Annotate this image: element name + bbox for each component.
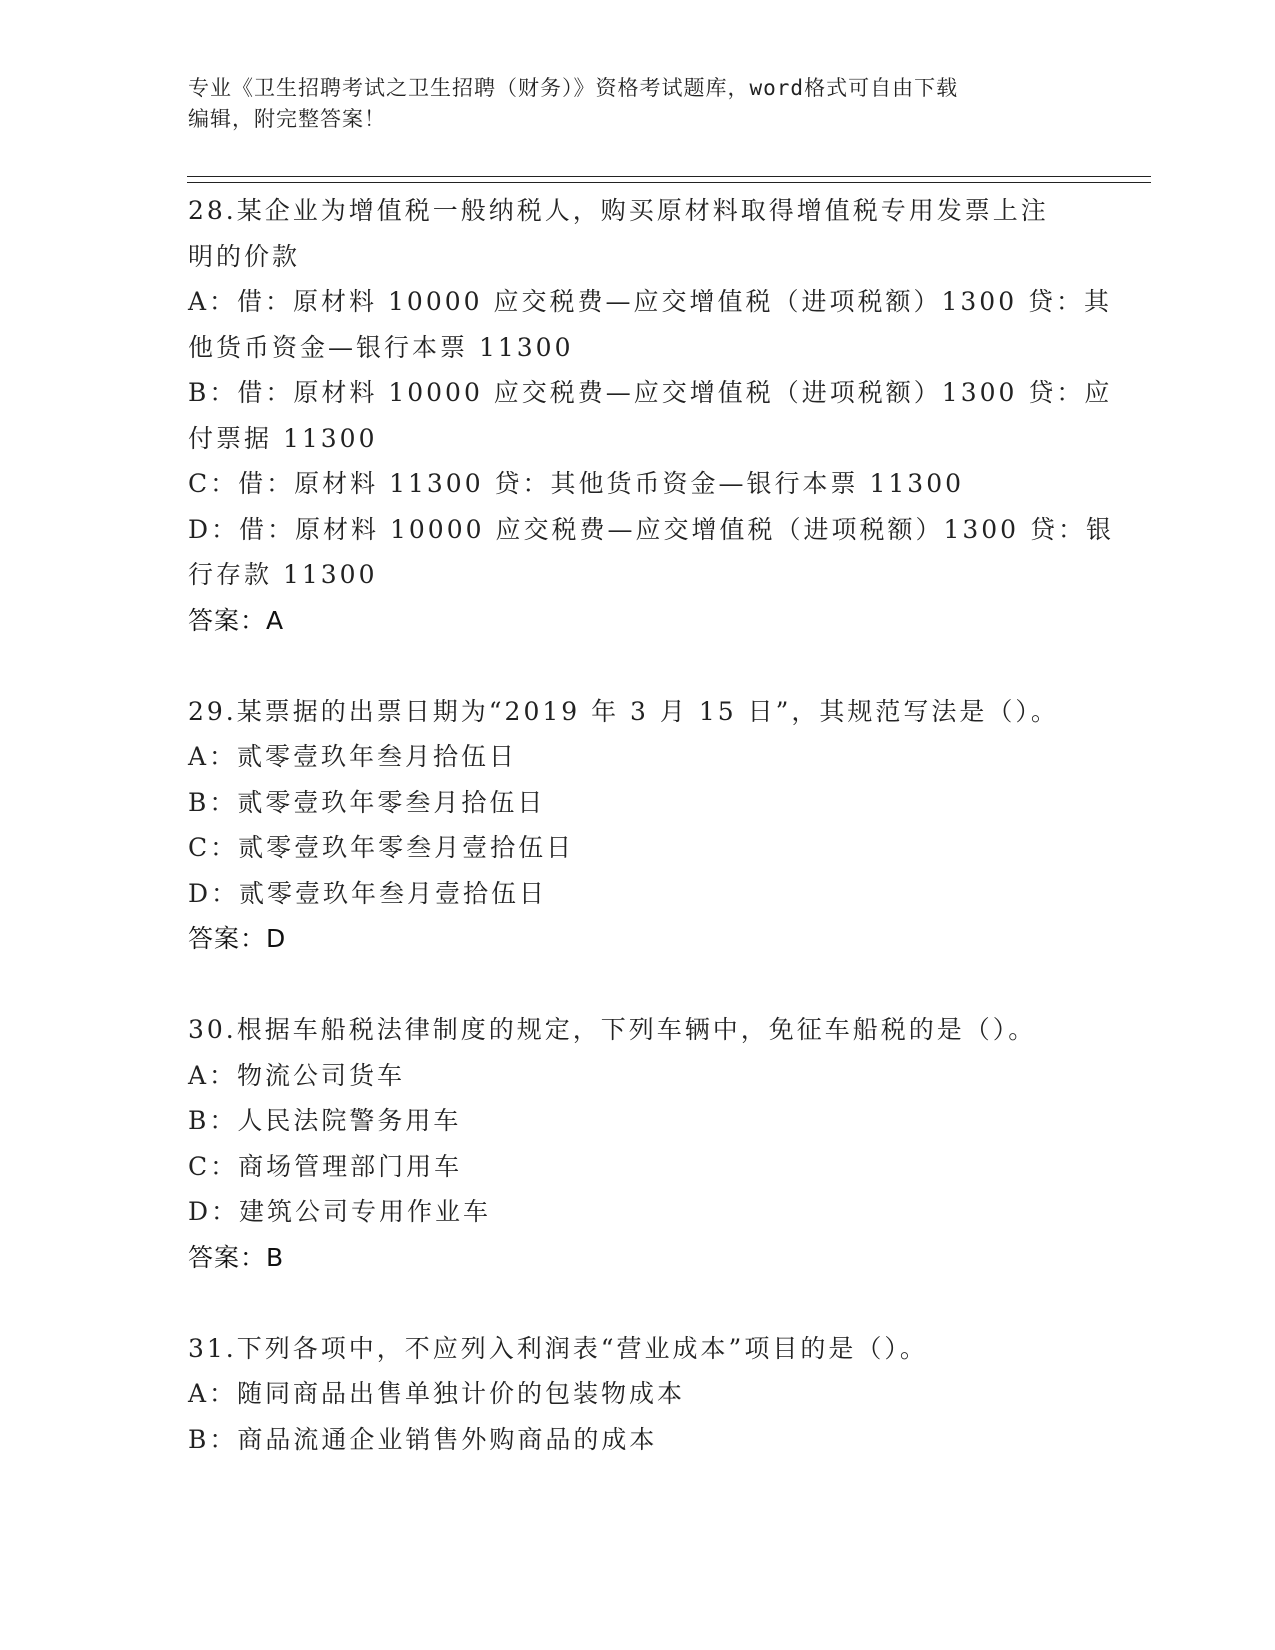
- question-spacer: [188, 1280, 1088, 1326]
- question-29: [188, 689, 1088, 962]
- question-stem: 28.某企业为增值税一般纳税人，购买原材料取得增值税专用发票上注: [188, 196, 1049, 225]
- option-b: B：人民法院警务用车: [188, 1106, 462, 1135]
- option-a: A：贰零壹玖年叁月拾伍日: [188, 742, 518, 771]
- question-28: [188, 188, 1115, 643]
- option-a: A：随同商品出售单独计价的包装物成本: [188, 1379, 686, 1408]
- question-31: [188, 1326, 1088, 1463]
- header-divider-bottom: [187, 182, 1151, 183]
- header-divider-top: [187, 176, 1151, 177]
- document-header: [188, 73, 1088, 135]
- option-c: C：贰零壹玖年零叁月壹拾伍日: [188, 833, 575, 862]
- option-c: C：商场管理部门用车: [188, 1151, 463, 1181]
- option-d: D：贰零壹玖年叁月壹拾伍日: [188, 878, 548, 908]
- question-spacer: [188, 962, 1088, 1008]
- question-stem: 明的价款: [188, 241, 301, 271]
- option-b: B：商品流通企业销售外购商品的成本: [188, 1424, 658, 1454]
- option-d: D：建筑公司专用作业车: [188, 1197, 492, 1226]
- answer-text: 答案：A: [188, 605, 285, 635]
- question-spacer: [188, 643, 1088, 689]
- option-d: D：借：原材料 10000 应交税费—应交增值税（进项税额）1300 贷：银: [188, 514, 1115, 544]
- option-c: C：借：原材料 11300 贷：其他货币资金—银行本票 11300: [188, 469, 965, 498]
- option-a: 他货币资金—银行本票 11300: [188, 332, 574, 362]
- question-stem: 29.某票据的出票日期为“2019 年 3 月 15 日”，其规范写法是（）。: [188, 696, 1059, 726]
- question-stem: 31.下列各项中，不应列入利润表“营业成本”项目的是（）。: [188, 1333, 928, 1363]
- question-30: [188, 1007, 1088, 1280]
- question-stem: 30.根据车船税法律制度的规定，下列车辆中，免征车船税的是（）。: [188, 1015, 1037, 1044]
- option-d: 行存款 11300: [188, 560, 378, 589]
- header-line-2: 编辑，附完整答案！: [188, 107, 386, 131]
- answer-text: 答案：B: [188, 1242, 285, 1272]
- header-line-1: 专业《卫生招聘考试之卫生招聘（财务）》资格考试题库，word格式可自由下载: [188, 76, 959, 100]
- question-list: [188, 188, 1115, 1462]
- option-a: A：借：原材料 10000 应交税费—应交增值税（进项税额）1300 贷：其: [188, 287, 1113, 316]
- option-b: B：借：原材料 10000 应交税费—应交增值税（进项税额）1300 贷：应: [188, 378, 1113, 407]
- option-a: A：物流公司货车: [188, 1060, 406, 1090]
- option-b: 付票据 11300: [188, 423, 378, 453]
- answer-text: 答案：D: [188, 924, 287, 953]
- option-b: B：贰零壹玖年零叁月拾伍日: [188, 787, 546, 817]
